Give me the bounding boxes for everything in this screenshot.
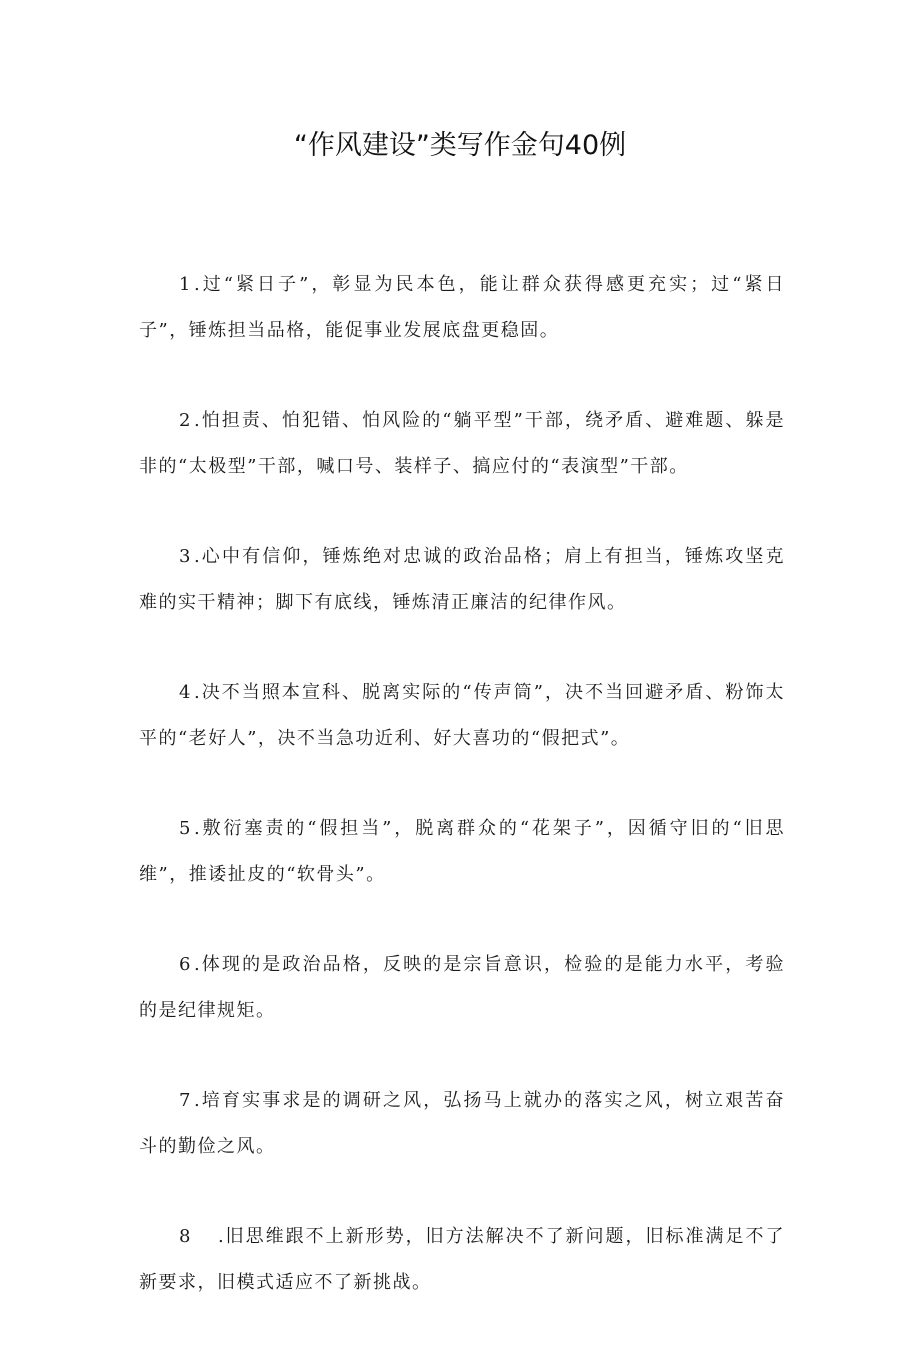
list-item	[139, 398, 785, 490]
list-item	[139, 670, 785, 762]
item-text: .体现的是政治品格，反映的是宗旨意识，检验的是能力水平，考验的是纪律规矩。	[139, 954, 785, 1021]
item-number: 8	[179, 1226, 192, 1247]
item-text: .培育实事求是的调研之风，弘扬马上就办的落实之风，树立艰苦奋斗的勤俭之风。	[139, 1090, 785, 1157]
list-item	[139, 262, 785, 354]
list-item	[139, 1078, 785, 1170]
item-list	[139, 262, 785, 1350]
list-item	[139, 942, 785, 1034]
item-number: 7	[179, 1090, 192, 1111]
item-text: .过“紧日子”，彰显为民本色，能让群众获得感更充实；过“紧日子”，锤炼担当品格，能促事业发展底盘更稳固。	[139, 274, 785, 341]
item-text: .心中有信仰，锤炼绝对忠诚的政治品格；肩上有担当，锤炼攻坚克难的实干精神；脚下有底线，锤炼清正廉洁的纪律作风。	[139, 546, 785, 613]
list-item	[139, 534, 785, 626]
item-number: 4	[179, 682, 192, 703]
item-text: .敷衍塞责的“假担当”，脱离群众的“花架子”，因循守旧的“旧思维”，推诿扯皮的“软骨头”。	[139, 818, 785, 885]
item-text: .怕担责、怕犯错、怕风险的“躺平型”干部，绕矛盾、避难题、躲是非的“太极型”干部，喊口号、装样子、搞应付的“表演型”干部。	[139, 410, 785, 477]
item-number: 3	[179, 546, 192, 567]
item-number: 5	[179, 818, 192, 839]
item-number: 1	[179, 274, 192, 295]
item-text: .旧思维跟不上新形势，旧方法解决不了新问题，旧标准满足不了新要求，旧模式适应不了新挑战。	[139, 1226, 785, 1293]
list-item	[139, 1214, 785, 1306]
item-number: 2	[179, 410, 192, 431]
document-title: “作风建设”类写作金句40例	[293, 130, 627, 161]
item-number: 6	[179, 954, 192, 975]
item-text: .决不当照本宣科、脱离实际的“传声筒”，决不当回避矛盾、粉饰太平的“老好人”，决不当急功近利、好大喜功的“假把式”。	[139, 682, 785, 749]
list-item	[139, 806, 785, 898]
